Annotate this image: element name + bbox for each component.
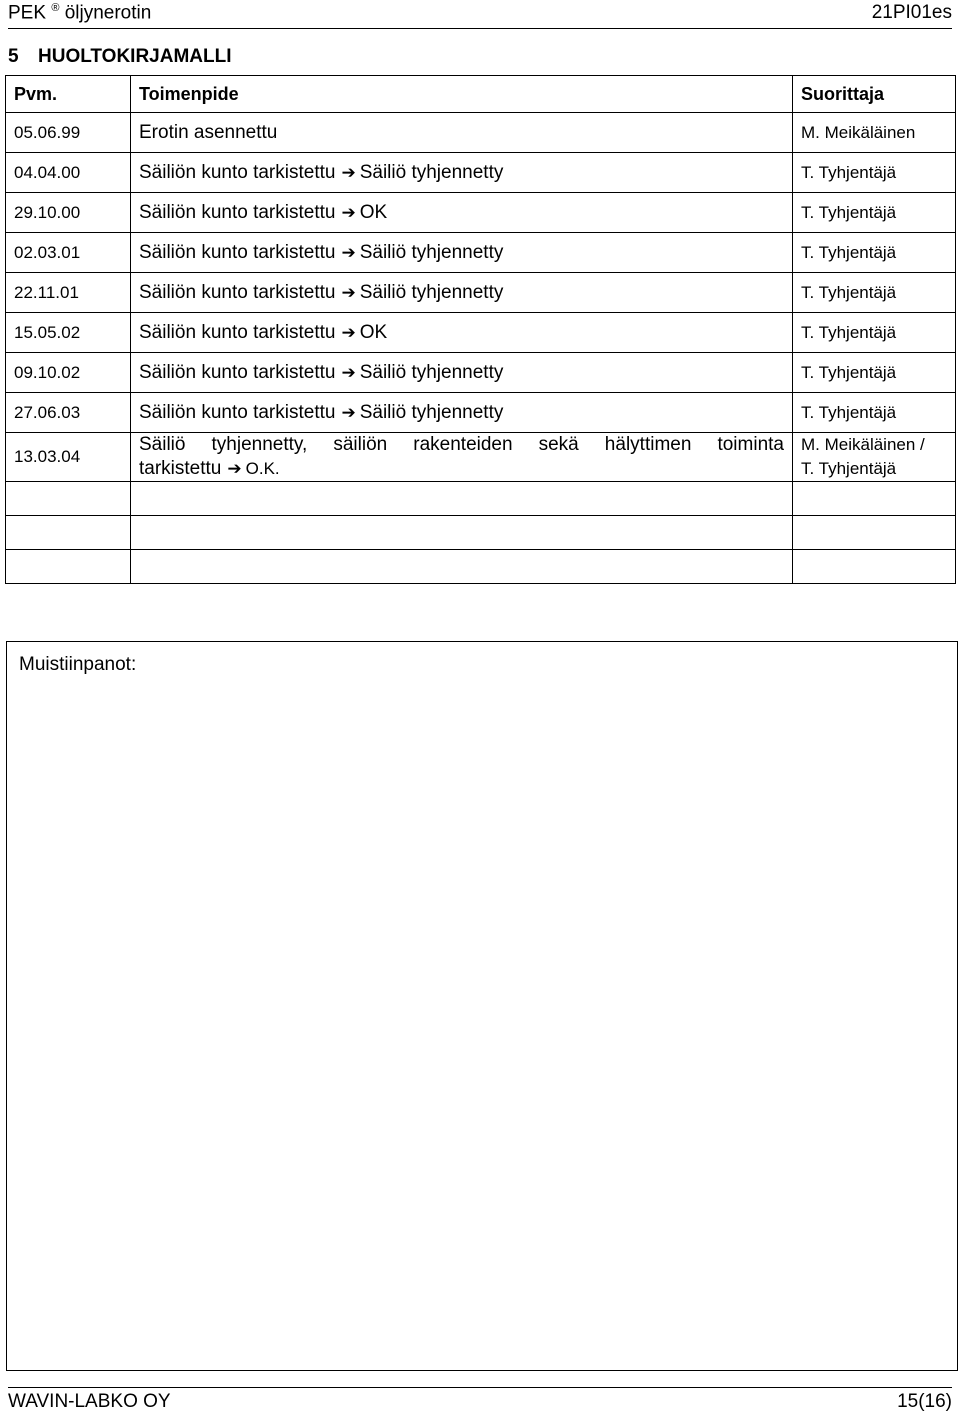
table-row (6, 313, 956, 353)
performer-text: T. Tyhjentäjä (801, 282, 897, 302)
maintenance-log-table (5, 75, 956, 584)
cell-date (6, 353, 131, 393)
table-header-row (6, 76, 956, 113)
cell-action (131, 353, 793, 393)
performer-text: T. Tyhjentäjä (801, 402, 897, 422)
cell-date (6, 273, 131, 313)
document-code: 21PI01es (871, 2, 952, 23)
cell-action (131, 193, 793, 233)
result-text: Säiliö tyhjennetty (359, 401, 504, 423)
result-text: Säiliö tyhjennetty (359, 281, 504, 303)
arrow-right-icon: ➔ (341, 322, 356, 342)
page-header (8, 0, 952, 29)
date-text: 09.10.02 (14, 362, 81, 382)
cell-date (6, 153, 131, 193)
date-text: 05.06.99 (14, 122, 81, 142)
cell-performer (793, 233, 956, 273)
arrow-right-icon: ➔ (341, 242, 356, 262)
empty-cell (793, 516, 956, 550)
arrow-right-icon: ➔ (341, 202, 356, 222)
empty-cell (6, 482, 131, 516)
table-row (6, 193, 956, 233)
arrow-right-icon: ➔ (341, 402, 356, 422)
empty-table-row (6, 482, 956, 516)
section-heading: HUOLTOKIRJAMALLI (38, 46, 232, 67)
table-row (6, 233, 956, 273)
arrow-right-icon: ➔ (341, 282, 356, 302)
action-text: Säiliön kunto tarkistettu (139, 241, 336, 263)
column-header-date: Pvm. (6, 76, 131, 113)
cell-date (6, 113, 131, 153)
performer-text: M. Meikäläinen / (801, 435, 925, 454)
cell-performer (793, 353, 956, 393)
action-text: Säiliön kunto tarkistettu (139, 321, 336, 343)
performer-text: T. Tyhjentäjä (801, 162, 897, 182)
product-name: PEK ® öljynerotin (8, 2, 152, 24)
notes-label: Muistiinpanot: (19, 654, 137, 675)
result-text: OK (359, 201, 388, 223)
result-text: Säiliö tyhjennetty (359, 241, 504, 263)
performer-text: T. Tyhjentäjä (801, 459, 897, 478)
cell-performer (793, 393, 956, 433)
empty-cell (131, 516, 793, 550)
section-title (8, 46, 232, 68)
performer-text: T. Tyhjentäjä (801, 202, 897, 222)
date-text: 15.05.02 (14, 322, 81, 342)
table-body (6, 113, 956, 584)
cell-performer (793, 193, 956, 233)
date-text: 13.03.04 (14, 447, 81, 466)
cell-performer (793, 313, 956, 353)
result-text: O.K. (245, 459, 280, 478)
table-row (6, 153, 956, 193)
empty-table-row (6, 516, 956, 550)
company-name: WAVIN-LABKO OY (8, 1391, 171, 1412)
cell-action (131, 273, 793, 313)
registered-mark: ® (51, 2, 60, 14)
result-text: Säiliö tyhjennetty (359, 161, 504, 183)
cell-action (131, 233, 793, 273)
column-header-action: Toimenpide (131, 76, 793, 113)
action-text: Säiliön kunto tarkistettu (139, 281, 336, 303)
date-text: 22.11.01 (14, 282, 79, 302)
performer-text: T. Tyhjentäjä (801, 362, 897, 382)
page-number: 15(16) (897, 1391, 952, 1412)
cell-performer (793, 153, 956, 193)
cell-action (131, 113, 793, 153)
cell-performer (793, 113, 956, 153)
cell-action (131, 433, 793, 482)
empty-table-row (6, 550, 956, 584)
cell-performer (793, 433, 956, 482)
action-text: Säiliö tyhjennetty, säiliön rakenteiden sekä hälyttimen toiminta tarkistettu (139, 434, 784, 479)
cell-action (131, 393, 793, 433)
cell-date (6, 193, 131, 233)
empty-cell (793, 550, 956, 584)
empty-cell (793, 482, 956, 516)
date-text: 29.10.00 (14, 202, 81, 222)
date-text: 04.04.00 (14, 162, 81, 182)
cell-date (6, 433, 131, 482)
empty-cell (131, 482, 793, 516)
cell-action (131, 313, 793, 353)
arrow-right-icon: ➔ (341, 162, 356, 182)
table-row (6, 433, 956, 482)
arrow-right-icon: ➔ (341, 362, 356, 382)
cell-performer (793, 273, 956, 313)
performer-text: T. Tyhjentäjä (801, 322, 897, 342)
section-number: 5 (8, 46, 19, 67)
cell-date (6, 393, 131, 433)
date-text: 27.06.03 (14, 402, 81, 422)
action-text: Erotin asennettu (139, 121, 278, 143)
cell-action (131, 153, 793, 193)
result-text: Säiliö tyhjennetty (359, 361, 504, 383)
column-header-performer: Suorittaja (793, 76, 956, 113)
action-text: Säiliön kunto tarkistettu (139, 201, 336, 223)
action-text: Säiliön kunto tarkistettu (139, 361, 336, 383)
date-text: 02.03.01 (14, 242, 81, 262)
table-row (6, 353, 956, 393)
empty-cell (131, 550, 793, 584)
empty-cell (6, 516, 131, 550)
cell-date (6, 313, 131, 353)
empty-cell (6, 550, 131, 584)
arrow-right-icon: ➔ (227, 459, 242, 478)
cell-date (6, 233, 131, 273)
table-row (6, 113, 956, 153)
table-row (6, 393, 956, 433)
result-text: OK (359, 321, 388, 343)
page-footer (8, 1387, 952, 1416)
table-row (6, 273, 956, 313)
performer-text: M. Meikäläinen (801, 122, 916, 142)
notes-box (6, 641, 958, 1371)
action-text: Säiliön kunto tarkistettu (139, 161, 336, 183)
performer-text: T. Tyhjentäjä (801, 242, 897, 262)
action-text: Säiliön kunto tarkistettu (139, 401, 336, 423)
